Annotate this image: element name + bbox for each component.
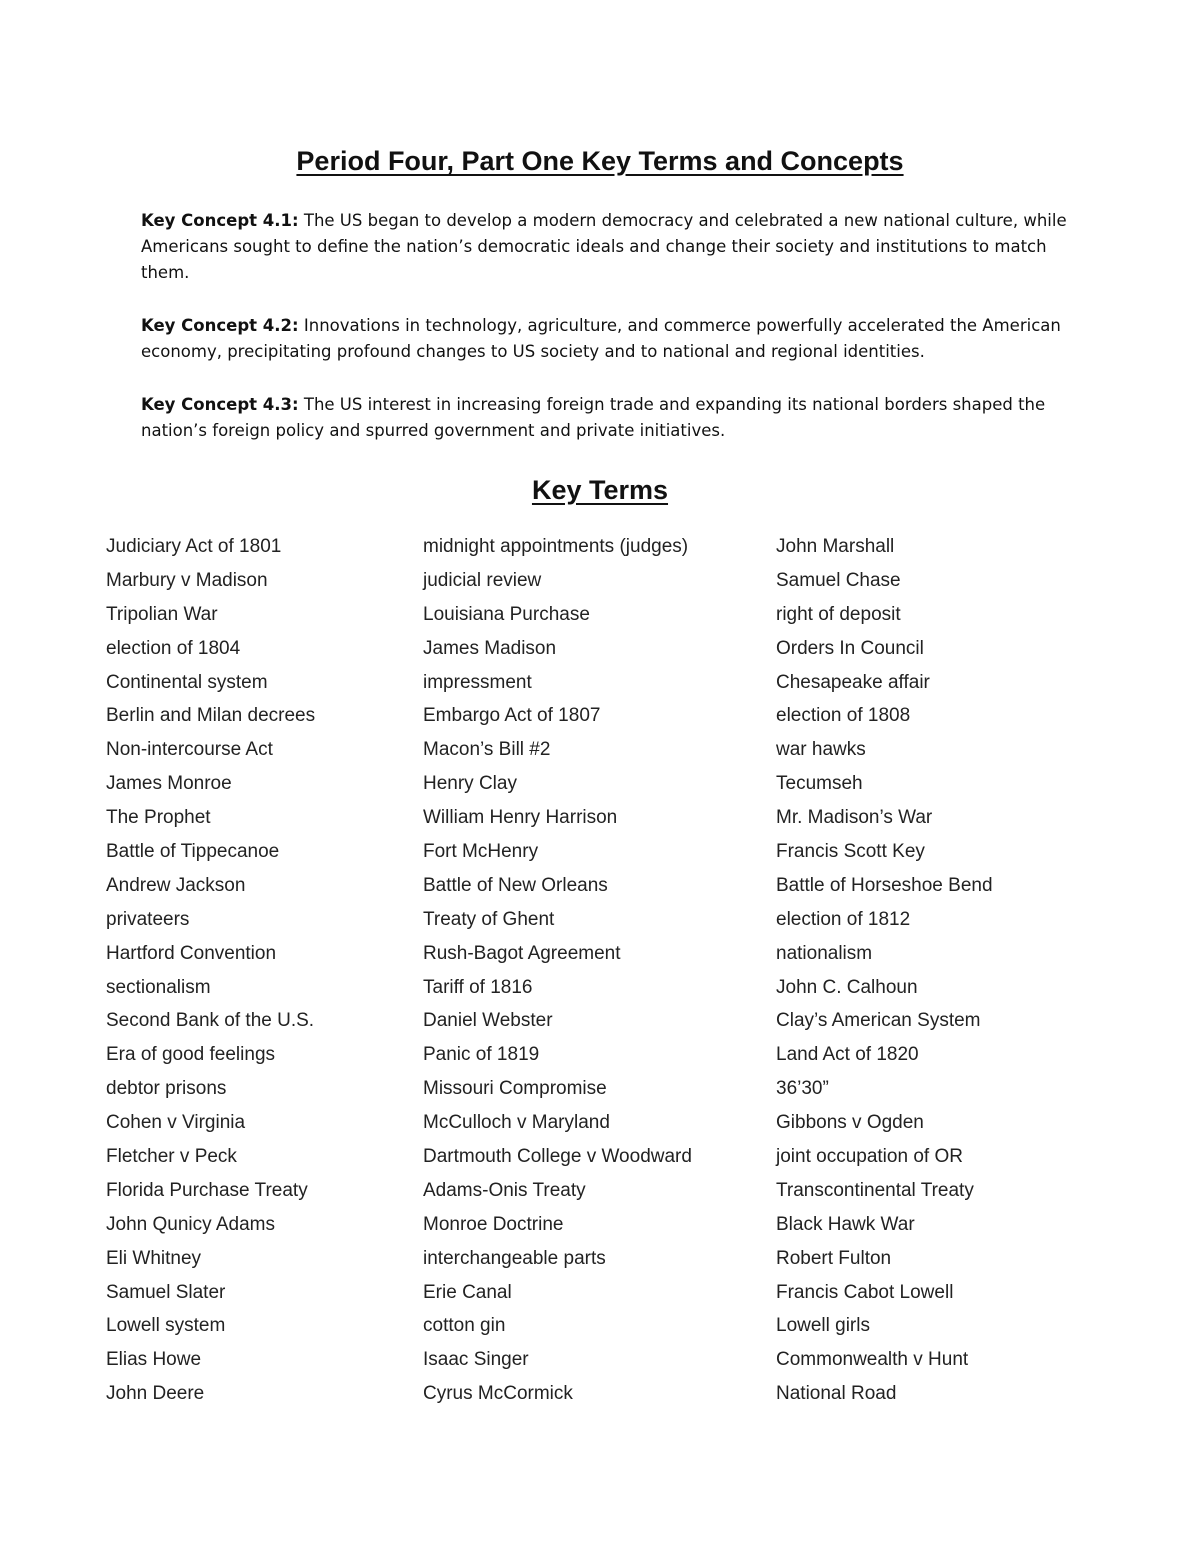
key-term: Missouri Compromise [423, 1078, 607, 1100]
key-term: Cohen v Virginia [106, 1112, 246, 1134]
key-term: John C. Calhoun [776, 976, 918, 998]
key-term: Adams-Onis Treaty [423, 1179, 586, 1201]
key-concept-label: Key Concept 4.1: [141, 211, 299, 230]
key-term: Commonwealth v Hunt [776, 1349, 969, 1371]
key-term: Elias Howe [106, 1349, 202, 1371]
page-title: Period Four, Part One Key Terms and Concepts [296, 146, 904, 176]
key-concept-text: The US interest in increasing foreign trade and expanding its national borders shaped the nation’s foreign policy and spurred government and private initiatives. [141, 395, 1046, 440]
key-concept-text: The US began to develop a modern democracy and celebrated a new national culture, while Americans sought to define the nation’s democratic ideals and change their society and institutions to match them. [141, 211, 1067, 282]
key-concept-label: Key Concept 4.2: [141, 316, 299, 335]
key-term: Isaac Singer [423, 1349, 529, 1371]
key-term: Black Hawk War [776, 1213, 915, 1235]
key-term: Samuel Chase [776, 569, 901, 591]
key-term: Embargo Act of 1807 [423, 705, 601, 727]
key-term: midnight appointments (judges) [423, 536, 689, 557]
key-term: nationalism [776, 942, 873, 964]
key-term: election of 1808 [776, 705, 911, 727]
key-concept-4-1 [141, 208, 1071, 286]
key-term: Lowell girls [776, 1315, 870, 1337]
key-term: Treaty of Ghent [423, 908, 555, 930]
key-term: Judiciary Act of 1801 [106, 536, 282, 557]
key-concept-text: Innovations in technology, agriculture, and commerce powerfully accelerated the American economy, precipitating profound changes to US society and to national and regional identities. [141, 316, 1061, 361]
key-term: Clay’s American System [776, 1010, 981, 1032]
key-term: Battle of New Orleans [423, 874, 608, 896]
key-term: right of deposit [776, 603, 901, 625]
key-term: National Road [776, 1383, 897, 1405]
key-term: Daniel Webster [423, 1010, 553, 1032]
key-term: Eli Whitney [106, 1247, 202, 1269]
key-term: Fort McHenry [423, 841, 539, 863]
key-term: Macon’s Bill #2 [423, 739, 551, 761]
key-term: judicial review [423, 569, 542, 591]
key-term: Florida Purchase Treaty [106, 1179, 308, 1201]
key-term: Francis Cabot Lowell [776, 1281, 954, 1303]
key-term: privateers [106, 908, 190, 930]
key-term: Mr. Madison’s War [776, 807, 933, 829]
key-term: James Monroe [106, 773, 232, 795]
key-term: James Madison [423, 637, 557, 659]
key-concept-4-2 [141, 313, 1071, 365]
key-term: William Henry Harrison [423, 807, 618, 829]
key-term: Battle of Tippecanoe [106, 841, 280, 863]
key-term: sectionalism [106, 976, 211, 998]
key-term: impressment [423, 671, 532, 693]
key-term: The Prophet [106, 807, 211, 829]
key-term: Era of good feelings [106, 1044, 276, 1066]
key-term: 36’30” [776, 1078, 829, 1100]
key-term: Rush-Bagot Agreement [423, 942, 621, 964]
key-term: Tecumseh [776, 773, 863, 795]
key-term: Samuel Slater [106, 1281, 226, 1303]
key-term: Marbury v Madison [106, 569, 268, 591]
key-term: Louisiana Purchase [423, 603, 590, 625]
key-term: Henry Clay [423, 773, 517, 795]
key-term: Orders In Council [776, 637, 924, 659]
key-term: Transcontinental Treaty [776, 1179, 974, 1201]
key-term: debtor prisons [106, 1078, 227, 1100]
key-term: Continental system [106, 671, 268, 693]
key-term: Berlin and Milan decrees [106, 705, 316, 727]
key-term: Tariff of 1816 [423, 976, 533, 998]
key-term: interchangeable parts [423, 1247, 606, 1269]
key-term: John Qunicy Adams [106, 1213, 275, 1235]
key-term: election of 1812 [776, 908, 911, 930]
key-term: Hartford Convention [106, 942, 277, 964]
key-term: Lowell system [106, 1315, 226, 1337]
key-term: John Marshall [776, 536, 895, 557]
key-term: election of 1804 [106, 637, 241, 659]
key-term: McCulloch v Maryland [423, 1112, 610, 1134]
key-term: cotton gin [423, 1315, 506, 1337]
key-term: Chesapeake affair [776, 671, 930, 693]
key-term: Francis Scott Key [776, 841, 925, 863]
key-term: Robert Fulton [776, 1247, 892, 1269]
key-term: Battle of Horseshoe Bend [776, 874, 993, 896]
key-term: Gibbons v Ogden [776, 1112, 924, 1134]
key-concepts-section [141, 208, 1071, 471]
key-concept-label: Key Concept 4.3: [141, 395, 299, 414]
key-terms-heading: Key Terms [531, 475, 669, 505]
key-term: Erie Canal [423, 1281, 512, 1303]
key-term: war hawks [776, 739, 866, 761]
key-terms-grid [106, 530, 1106, 1411]
key-term: Land Act of 1820 [776, 1044, 919, 1066]
key-term: Second Bank of the U.S. [106, 1010, 315, 1032]
key-term: Monroe Doctrine [423, 1213, 564, 1235]
key-term: Cyrus McCormick [423, 1383, 573, 1405]
key-term: Andrew Jackson [106, 874, 246, 896]
key-term: Dartmouth College v Woodward [423, 1146, 692, 1168]
key-term: Non-intercourse Act [106, 739, 273, 761]
key-concept-4-3 [141, 392, 1071, 444]
key-term: Fletcher v Peck [106, 1146, 237, 1168]
key-term: joint occupation of OR [776, 1146, 963, 1168]
key-term: Tripolian War [106, 603, 218, 625]
key-term: John Deere [106, 1383, 205, 1405]
key-term: Panic of 1819 [423, 1044, 540, 1066]
